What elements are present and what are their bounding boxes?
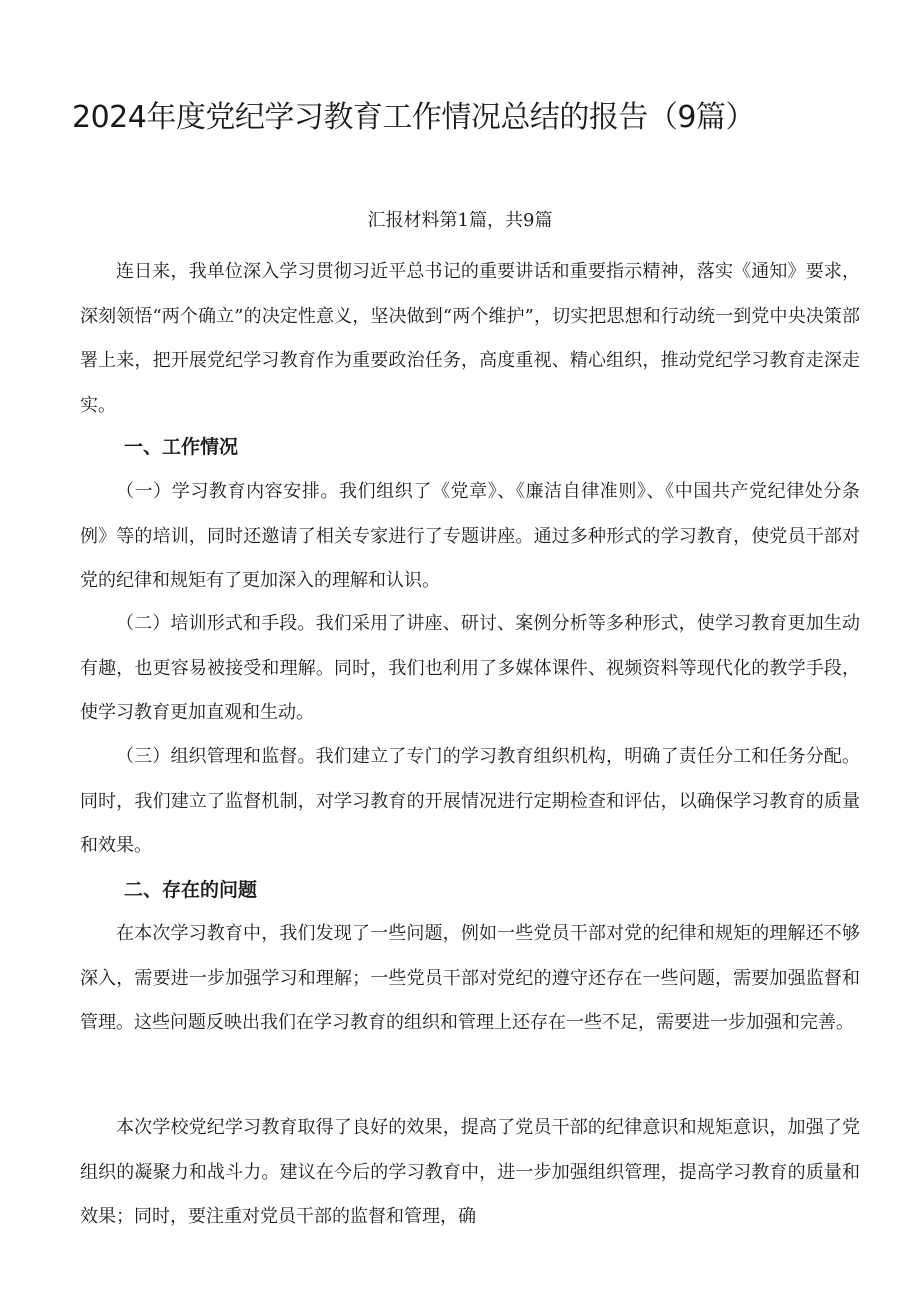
intro-paragraph: 连日来，我单位深入学习贯彻习近平总书记的重要讲话和重要指示精神，落实《通知》要求，深刻领悟“两个确立”的决定性意义，坚决做到“两个维护”，切实把思想和行动统一到党中央决策部署上来，把开展党纪学习教育作为重要政治任务，高度重视、精心组织，推动党纪学习教育走深走实。: [80, 261, 860, 416]
problems-paragraph: 在本次学习教育中，我们发现了一些问题，例如一些党员干部对党的纪律和规矩的理解还不够深入，需要进一步加强学习和理解；一些党员干部对党纪的遵守还存在一些问题，需要加强监督和管理。这些问题反映出我们在学习教育的组织和管理上还存在一些不足，需要进一步加强和完善。: [80, 923, 860, 1033]
section-item-training: （二）培训形式和手段。我们采用了讲座、研讨、案例分析等多种形式，使学习教育更加生动有趣，也更容易被接受和理解。同时，我们也利用了多媒体课件、视频资料等现代化的教学手段，使学习教育更加直观和生动。: [80, 613, 860, 723]
document-title: 2024年度党纪学习教育工作情况总结的报告（9篇）: [72, 100, 755, 135]
document-subtitle: 汇报材料第1篇，共9篇: [367, 210, 553, 231]
section-item-content: （一）学习教育内容安排。我们组织了《党章》、《廉洁自律准则》、《中国共产党纪律处分条例》等的培训，同时还邀请了相关专家进行了专题讲座。通过多种形式的学习教育，使党员干部对党的纪律和规矩有了更加深入的理解和认识。: [80, 481, 860, 591]
section-item-management: （三）组织管理和监督。我们建立了专门的学习教育组织机构，明确了责任分工和任务分配。同时，我们建立了监督机制，对学习教育的开展情况进行定期检查和评估，以确保学习教育的质量和效果。: [80, 746, 860, 856]
conclusion-paragraph: 本次学校党纪学习教育取得了良好的效果，提高了党员干部的纪律意识和规矩意识，加强了党组织的凝聚力和战斗力。建议在今后的学习教育中，进一步加强组织管理，提高学习教育的质量和效果；同时，要注重对党员干部的监督和管理，确: [80, 1117, 860, 1227]
section-heading-work: 一、工作情况: [124, 436, 239, 458]
section-heading-problems: 二、存在的问题: [124, 879, 258, 901]
